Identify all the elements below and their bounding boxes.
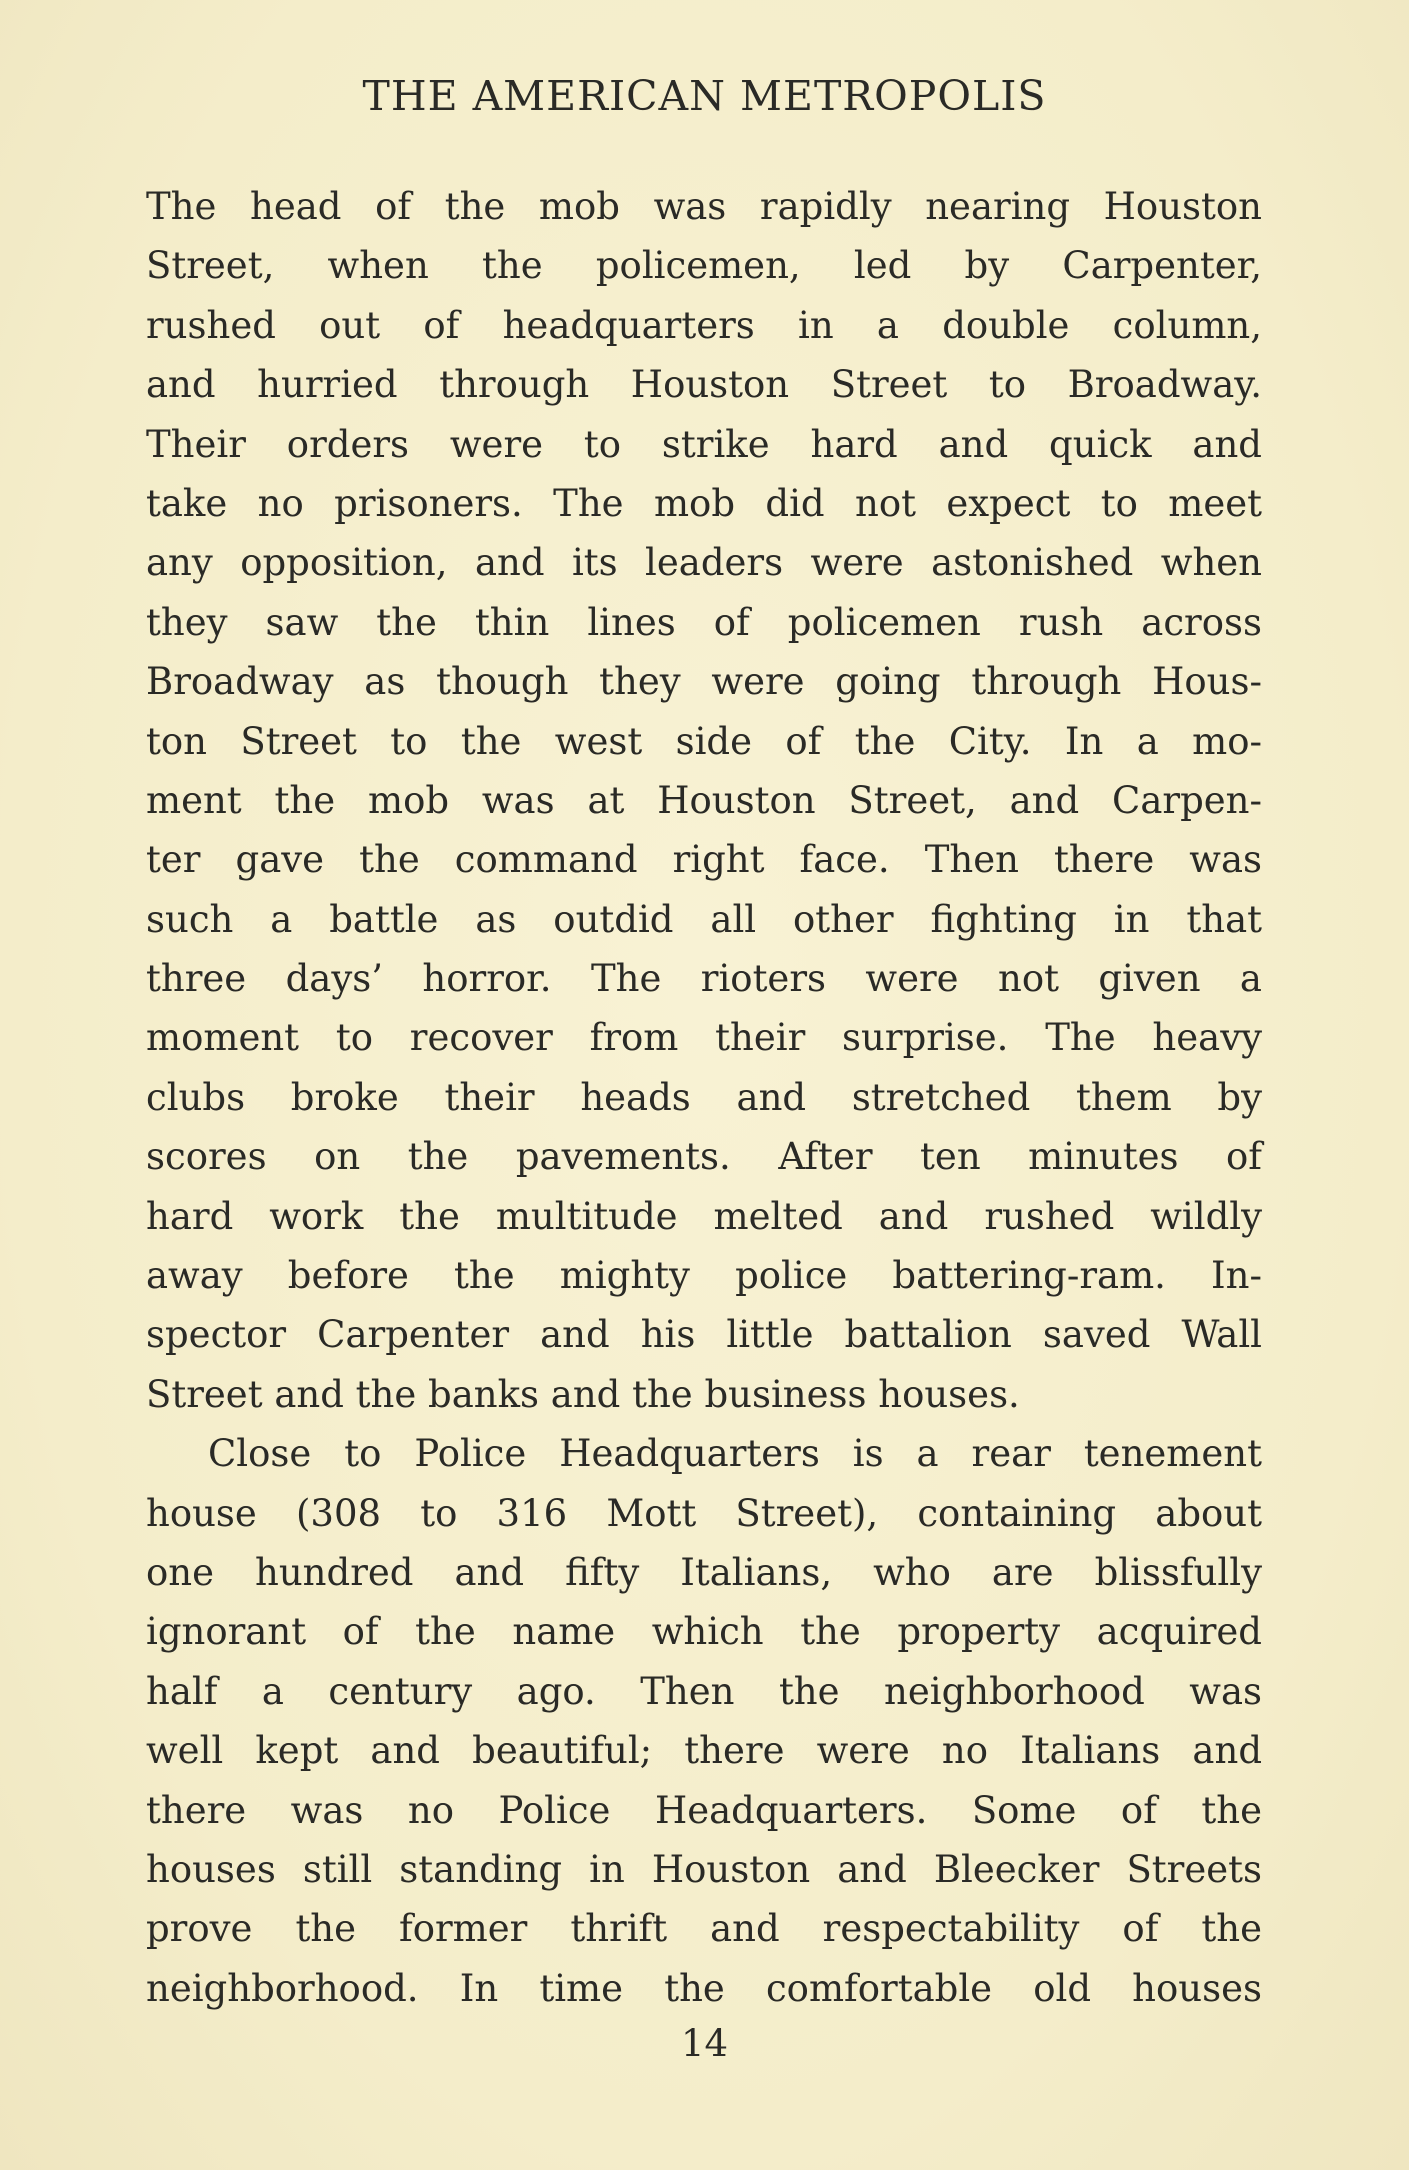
paragraph-1 [146, 177, 1262, 1424]
text-line: take no prisoners. The mob did not expect to meet [146, 481, 1262, 525]
text-line: Street and the banks and the business houses. [146, 1372, 1020, 1416]
text-line: moment to recover from their surprise. The heavy [146, 1016, 1262, 1060]
text-line: house (308 to 316 Mott Street), containing about [146, 1491, 1262, 1535]
body-text [146, 177, 1262, 2018]
text-line: ment the mob was at Houston Street, and Carpen- [146, 778, 1262, 822]
text-line: neighborhood. In time the comfortable old houses [146, 1966, 1262, 2010]
text-line: hard work the multitude melted and rushed wildly [146, 1194, 1262, 1238]
text-line: ter gave the command right face. Then there was [146, 838, 1262, 882]
text-line: Close to Police Headquarters is a rear tenement [208, 1432, 1262, 1476]
text-line: clubs broke their heads and stretched them by [146, 1075, 1262, 1119]
text-line: one hundred and fifty Italians, who are blissfully [146, 1550, 1262, 1594]
text-line: three days’ horror. The rioters were not given a [146, 957, 1262, 1001]
text-line: Their orders were to strike hard and quick and [146, 422, 1262, 466]
text-line: scores on the pavements. After ten minutes of [146, 1135, 1262, 1179]
text-line: ignorant of the name which the property acquired [146, 1610, 1262, 1654]
text-line: Broadway as though they were going through Hous- [146, 660, 1262, 704]
text-line: The head of the mob was rapidly nearing Houston [146, 185, 1262, 228]
text-line: well kept and beautiful; there were no Italians and [146, 1729, 1262, 1773]
text-line: rushed out of headquarters in a double column, [146, 303, 1262, 347]
text-line: ton Street to the west side of the City. In a mo- [146, 719, 1262, 763]
text-line: half a century ago. Then the neighborhood was [146, 1669, 1262, 1713]
text-line: spector Carpenter and his little battalion saved Wall [146, 1313, 1262, 1357]
text-line: and hurried through Houston Street to Broadway. [146, 363, 1262, 407]
text-line: houses still standing in Houston and Bleecker Streets [146, 1847, 1262, 1891]
page-number: 14 [680, 2022, 729, 2065]
text-line: any opposition, and its leaders were astonished when [146, 541, 1262, 585]
paragraph-2 [146, 1424, 1262, 2018]
text-line: Street, when the policemen, led by Carpenter, [146, 244, 1262, 288]
text-line: away before the mighty police battering-ram. In- [146, 1254, 1262, 1298]
text-line: there was no Police Headquarters. Some of the [146, 1788, 1262, 1832]
running-head: THE AMERICAN METROPOLIS [362, 72, 1047, 120]
text-line: such a battle as outdid all other fighting in that [146, 897, 1262, 941]
text-line: prove the former thrift and respectability of the [146, 1907, 1262, 1951]
text-line: they saw the thin lines of policemen rush across [146, 600, 1262, 644]
